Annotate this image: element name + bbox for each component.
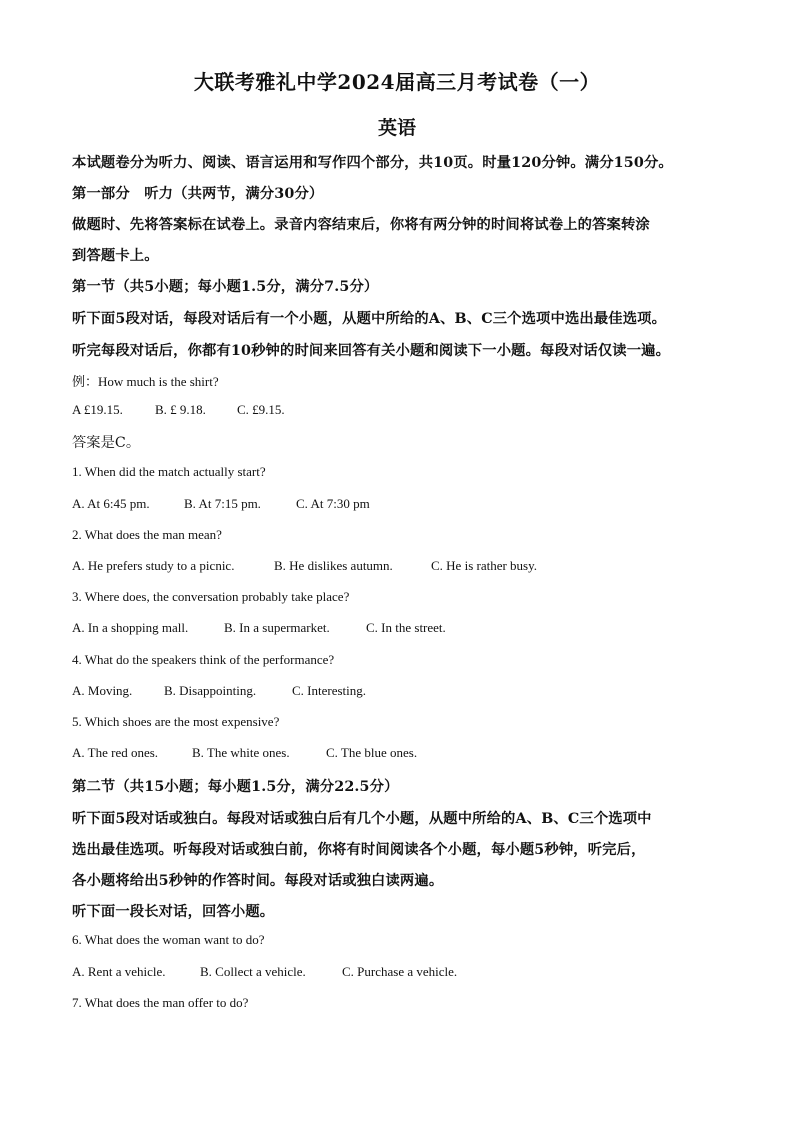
part1-title: 第一部分 听力（共两节，满分30分） [72,186,324,202]
option-a: A. In a shopping mall. [72,620,189,635]
option-b: B. He dislikes autumn. [274,558,393,573]
option-a: A. Rent a vehicle. [72,964,166,979]
question-5-options [72,745,732,761]
option-a: A £19.15. [72,402,123,417]
question-1: 1. When did the match actually start? [72,464,266,479]
question-6-options [72,964,732,980]
option-a: A. At 6:45 pm. [72,496,150,511]
option-b: B. Disappointing. [164,683,257,698]
option-a: A. He prefers study to a picnic. [72,558,235,573]
question-4: 4. What do the speakers think of the performance? [72,652,335,667]
section2-instruction-line-3: 各小题将给出5秒钟的作答时间。每段对话或独白读两遍。 [72,873,444,889]
option-b: B. Collect a vehicle. [200,964,306,979]
option-b: B. £ 9.18. [155,402,206,417]
exam-subject: 英语 [377,117,416,139]
part1-instruction-line-1: 做题时、先将答案标在试卷上。录音内容结束后，你将有两分钟的时间将试卷上的答案转涂 [72,217,650,233]
option-c: C. £9.15. [237,402,285,417]
option-b: B. The white ones. [192,745,290,760]
option-c: C. Purchase a vehicle. [342,964,458,979]
part1-instruction-line-2: 到答题卡上。 [72,248,159,264]
question-3-options [72,620,732,636]
section1-title: 第一节（共5小题；每小题1.5分，满分7.5分） [72,279,379,295]
question-7: 7. What does the man offer to do? [72,995,249,1010]
option-c: C. The blue ones. [326,745,418,760]
option-a: A. The red ones. [72,745,159,760]
section1-instruction-line-1: 听下面5段对话，每段对话后有一个小题，从题中所给的A、B、C三个选项中选出最佳选项。 [72,311,667,327]
option-a: A. Moving. [72,683,133,698]
dialogue-prompt: 听下面一段长对话，回答小题。 [72,904,275,920]
example-answer: 答案是C。 [72,435,141,451]
option-b: B. In a supermarket. [224,620,330,635]
question-3: 3. Where does, the conversation probably take place? [72,589,350,604]
option-c: C. He is rather busy. [431,558,538,573]
question-5: 5. Which shoes are the most expensive? [72,714,280,729]
question-4-options [72,683,732,699]
option-b: B. At 7:15 pm. [184,496,261,511]
exam-title: 大联考雅礼中学2024届高三月考试卷（一） [193,70,601,94]
question-6: 6. What does the woman want to do? [72,932,265,947]
section1-instruction-line-2: 听完每段对话后，你都有10秒钟的时间来回答有关小题和阅读下一小题。每段对话仅读一遍。 [72,343,671,359]
option-c: C. Interesting. [292,683,367,698]
paper-info: 本试题卷分为听力、阅读、语言运用和写作四个部分，共10页。时量120分钟。满分150分。 [72,155,673,171]
question-2-options [72,558,732,574]
section2-instruction-line-2: 选出最佳选项。听每段对话或独白前，你将有时间阅读各个小题，每小题5秒钟，听完后， [72,842,646,858]
section2-title: 第二节（共15小题；每小题1.5分，满分22.5分） [72,779,399,795]
example-question: 例：How much is the shirt? [72,374,219,389]
option-c: C. In the street. [366,620,446,635]
section2-instruction-line-1: 听下面5段对话或独白。每段对话或独白后有几个小题，从题中所给的A、B、C三个选项中 [72,811,652,827]
option-c: C. At 7:30 pm [296,496,370,511]
example-options [72,402,732,418]
question-2: 2. What does the man mean? [72,527,222,542]
question-1-options [72,496,732,512]
